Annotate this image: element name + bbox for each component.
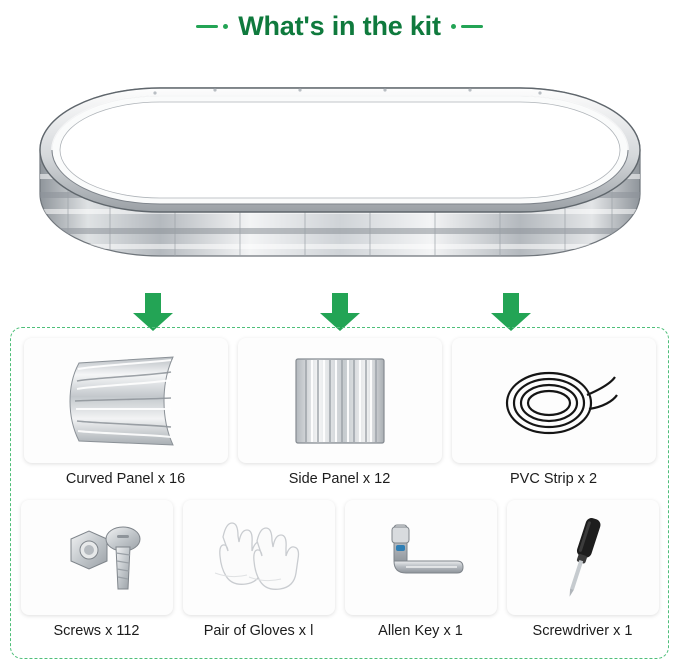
screws-thumbnail (21, 500, 173, 615)
kit-item-label: Curved Panel x 16 (65, 471, 186, 487)
curved-panel-thumbnail (24, 338, 228, 463)
screwdriver-icon (523, 511, 643, 603)
allen-key-thumbnail (345, 500, 497, 615)
pvc-strip-thumbnail (452, 338, 656, 463)
kit-row-top (19, 338, 660, 488)
decoration-dot (223, 24, 228, 29)
kit-item-side-panel[interactable] (238, 338, 442, 488)
side-panel-icon (280, 351, 400, 451)
kit-item-screwdriver[interactable] (507, 500, 659, 640)
kit-item-label: Allen Key x 1 (378, 622, 463, 639)
kit-item-label: Side Panel x 12 (288, 471, 391, 487)
kit-item-label: Pair of Gloves x l (203, 622, 314, 639)
kit-item-pvc-strip[interactable] (452, 338, 656, 488)
screwdriver-thumbnail (507, 500, 659, 615)
kit-item-allen-key[interactable] (345, 500, 497, 640)
decoration-dot (451, 24, 456, 29)
title-decoration-right (451, 24, 483, 29)
title-decoration-left (196, 24, 228, 29)
gloves-thumbnail (183, 500, 335, 615)
screw-and-nut-icon (37, 511, 157, 603)
kit-item-gloves[interactable] (183, 500, 335, 640)
pvc-strip-icon (489, 351, 619, 451)
decoration-line (196, 25, 218, 28)
decoration-line (461, 25, 483, 28)
kit-item-label: Screwdriver x 1 (532, 622, 633, 639)
hero-illustration (0, 46, 679, 291)
gloves-icon (199, 511, 319, 603)
page-title-row (0, 0, 679, 46)
allen-key-icon (361, 511, 481, 603)
kit-item-screws[interactable] (21, 500, 173, 640)
page-title: What's in the kit (238, 10, 441, 41)
oval-raised-garden-bed-icon (0, 46, 679, 291)
side-panel-thumbnail (238, 338, 442, 463)
kit-item-label: PVC Strip x 2 (509, 471, 598, 487)
kit-item-curved-panel[interactable] (24, 338, 228, 488)
curved-panel-icon (61, 351, 191, 451)
kit-contents-panel (10, 327, 669, 659)
kit-row-bottom (19, 500, 660, 640)
kit-item-label: Screws x 112 (53, 622, 140, 639)
